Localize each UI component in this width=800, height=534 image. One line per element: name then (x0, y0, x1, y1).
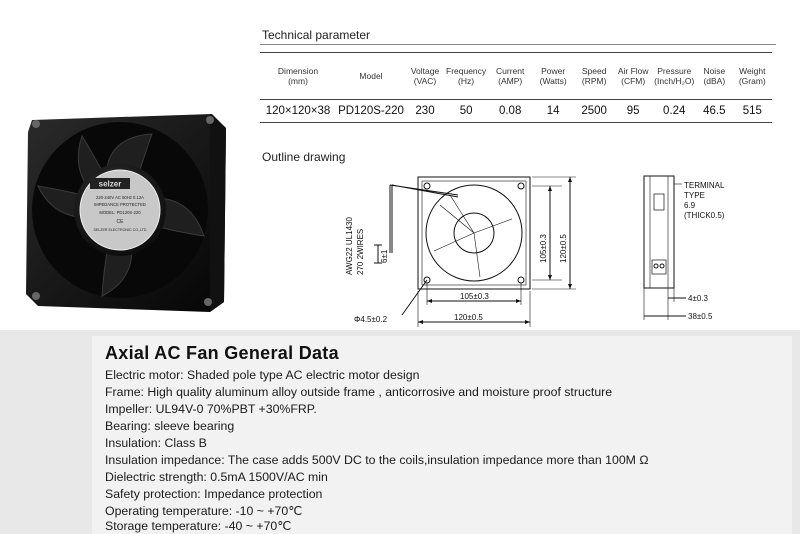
table-header-row (260, 53, 772, 100)
cell-dimension: 120×120×38 (265, 105, 331, 117)
header-model: Model (359, 71, 383, 81)
spec-insulation: Insulation: Class B (105, 436, 207, 450)
header-frequency: Frequency (Hz) (446, 66, 487, 86)
cell-power: 14 (546, 105, 560, 117)
label-brand: selzer (98, 179, 122, 189)
outline-drawing-side (636, 170, 736, 325)
hole-dim: Φ4.5±0.2 (354, 315, 388, 324)
wire-label-1: AWG22 UL1430 (345, 217, 354, 275)
cell-voltage: 230 (415, 105, 435, 117)
label-line-2: IMPEDANCE PROTECTED (94, 202, 146, 207)
general-data-heading: Axial AC Fan General Data (105, 343, 339, 363)
table-row (260, 100, 772, 123)
dim-120-vertical: 120±0.5 (559, 234, 568, 263)
spec-dielectric-strength: Dielectric strength: 0.5mA 1500V/AC min (105, 470, 328, 484)
spec-impeller: Impeller: UL94V-0 70%PBT +30%FRP. (105, 402, 317, 416)
spec-bearing: Bearing: sleeve bearing (105, 419, 235, 433)
terminal-label-2: TYPE (684, 191, 705, 200)
dim-6: 6±1 (380, 249, 389, 263)
spec-electric-motor: Electric motor: Shaded pole type AC electric motor design (105, 368, 420, 382)
label-line-1: 220-240V AC 50Hz 0.12A (96, 195, 144, 200)
cell-pressure: 0.24 (663, 105, 686, 117)
header-weight: Weight (Gram) (738, 66, 766, 86)
terminal-label-4: (THICK0.5) (684, 211, 725, 220)
label-line-4: SELZER ELECTRONIC CO.,LTD (93, 228, 147, 232)
wire-label-2: 270 2WIRES (356, 228, 365, 275)
terminal-label-1: TERMINAL (684, 181, 725, 190)
label-mark: CE (116, 219, 124, 225)
cell-current: 0.08 (498, 105, 522, 117)
outline-drawing-title: Outline drawing (262, 150, 346, 164)
cell-airflow: 95 (626, 105, 640, 117)
spec-safety-protection: Safety protection: Impedance protection (105, 487, 323, 501)
cell-speed: 2500 (581, 105, 607, 117)
spec-frame: Frame: High quality aluminum alloy outside frame , anticorrosive and moisture proof structure (105, 385, 613, 399)
dim-depth-4: 4±0.3 (688, 294, 708, 303)
dim-depth-38: 38±0.5 (688, 312, 713, 321)
header-dimension: Dimension (mm) (277, 66, 319, 86)
dim-120-horizontal: 120±0.5 (454, 313, 483, 322)
spec-storage-temperature: Storage temperature: -40 ~ +70℃ (105, 519, 292, 533)
header-noise: Noise (dBA) (703, 66, 726, 86)
header-voltage: Voltage (VAC) (410, 66, 440, 86)
header-current: Current (AMP) (496, 66, 525, 86)
header-speed: Speed (RPM) (581, 66, 607, 86)
label-line-3: MODEL: PD120S-220 (99, 210, 141, 215)
header-pressure: Pressure (Inch/H₂O) (654, 66, 695, 86)
spec-insulation-impedance: Insulation impedance: The case adds 500V DC to the coils,insulation impedance more than 100M Ω (105, 453, 649, 467)
cell-weight: 515 (742, 105, 762, 117)
dim-105-vertical: 105±0.3 (539, 234, 548, 263)
spec-operating-temperature: Operating temperature: -10 ~ +70℃ (105, 504, 303, 518)
outline-drawing-front (330, 165, 590, 330)
dim-105-horizontal: 105±0.3 (460, 292, 489, 301)
header-airflow: Air Flow (CFM) (617, 66, 649, 86)
header-power: Power (Watts) (539, 66, 567, 86)
cell-noise: 46.5 (703, 105, 726, 117)
fan-label-sticker (80, 170, 160, 250)
fan-photo (22, 106, 238, 316)
title-rule (260, 44, 776, 45)
technical-parameter-table (260, 52, 772, 123)
terminal-label-3: 6.9 (684, 201, 696, 210)
cell-frequency: 50 (459, 105, 473, 117)
cell-model: PD120S-220 (338, 105, 404, 117)
technical-parameter-title: Technical parameter (262, 28, 371, 42)
